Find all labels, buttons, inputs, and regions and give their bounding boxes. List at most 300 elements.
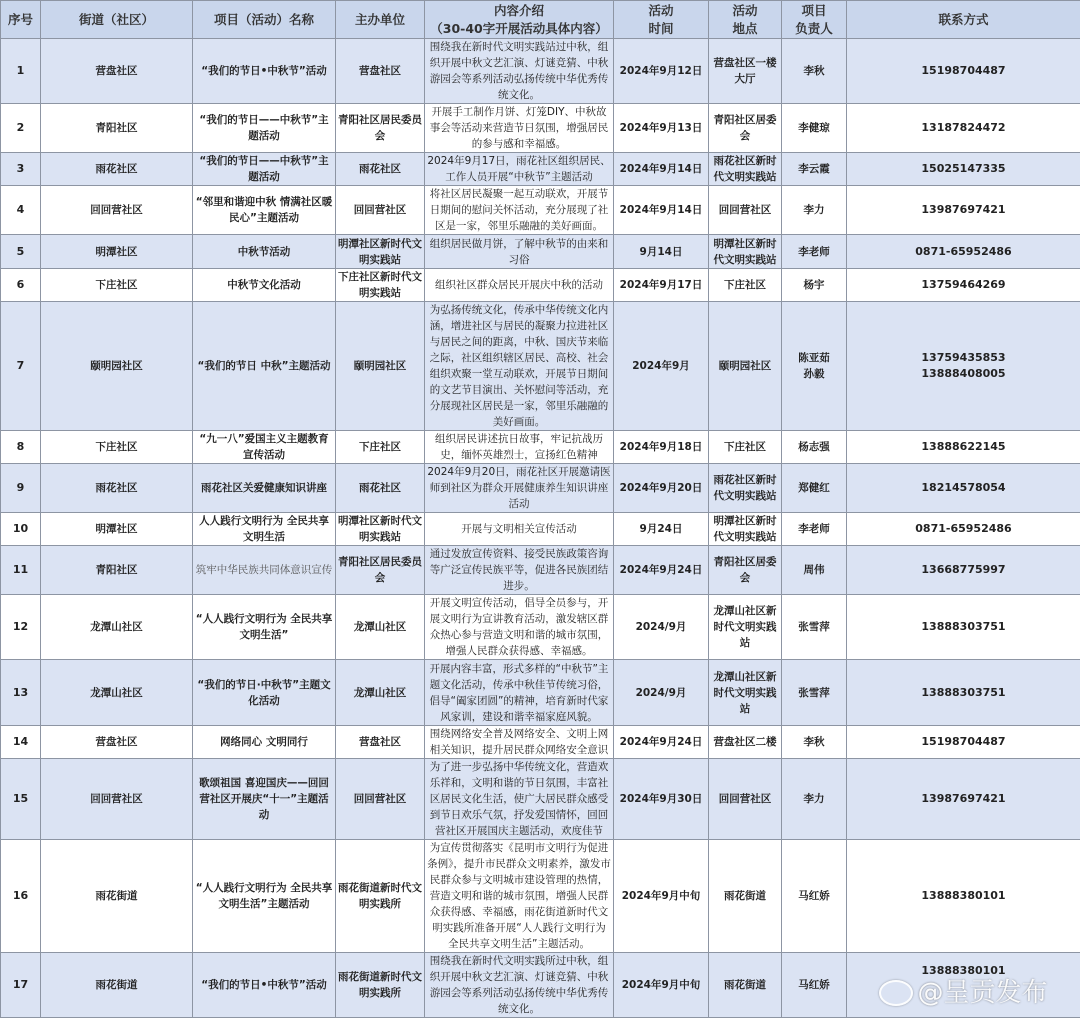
cell-time [614,235,709,269]
cell-leader [782,302,847,431]
table-row [1,464,1080,513]
cell-desc [425,104,614,153]
cell-host [336,302,425,431]
cell-name-text: 筑牢中华民族共同体意识宣传 [196,564,333,576]
cell-name-text: “人人践行文明行为 全民共享文明生活” [196,613,333,641]
cell-place-text: 龙潭山社区新时代文明实践站 [714,671,777,715]
cell-place-text: 明潭社区新时代文明实践站 [714,515,777,543]
weibo-logo-icon [879,980,913,1006]
cell-street [41,513,193,546]
cell-time [614,953,709,1018]
cell-phone [847,595,1080,660]
cell-no [1,759,41,840]
table-row [1,153,1080,186]
cell-name [193,953,336,1018]
cell-host [336,39,425,104]
cell-time-text: 9月24日 [640,523,683,535]
cell-host [336,953,425,1018]
cell-time-text: 2024年9月20日 [620,482,703,494]
cell-time [614,186,709,235]
cell-host [336,513,425,546]
cell-no-text: 14 [13,735,28,748]
header-name: 项目（活动）名称 [193,1,336,39]
cell-phone-text: 13668775997 [921,563,1005,576]
cell-desc-text: 组织居民讲述抗日故事，牢记抗战历史，缅怀英雄烈士，宣扬红色精神 [435,433,603,461]
cell-no [1,104,41,153]
cell-leader [782,595,847,660]
cell-name [193,759,336,840]
cell-no-text: 2 [17,121,25,134]
cell-no-text: 8 [17,440,25,453]
cell-leader [782,840,847,953]
cell-desc-text: 2024年9月17日，雨花社区组织居民、工作人员开展“中秋节”主题活动 [427,155,610,183]
header-host: 主办单位 [336,1,425,39]
cell-leader [782,104,847,153]
cell-host-text: 回回营社区 [354,793,407,805]
cell-leader [782,759,847,840]
cell-host-text: 营盘社区 [359,65,401,77]
cell-leader [782,235,847,269]
cell-host-text: 龙潭山社区 [354,621,407,633]
cell-host [336,464,425,513]
cell-desc-text: 通过发放宣传资料、接受民族政策咨询等广泛宣传民族平等，促进各民族团结进步。 [430,548,609,592]
cell-place-text: 明潭社区新时代文明实践站 [714,238,777,266]
cell-time [614,726,709,759]
cell-no [1,513,41,546]
cell-place [709,953,782,1018]
cell-desc-text: 组织居民做月饼，了解中秋节的由来和习俗 [430,238,609,266]
cell-time [614,546,709,595]
table-row [1,104,1080,153]
cell-phone [847,235,1080,269]
cell-name-text: 歌颂祖国 喜迎国庆——回回营社区开展庆“十一”主题活动 [199,777,329,821]
header-desc: 内容介绍 （30-40字开展活动具体内容） [425,1,614,39]
cell-host-text: 雨花街道新时代文明实践所 [338,882,422,910]
cell-host-text: 下庄社区 [359,441,401,453]
cell-host [336,759,425,840]
cell-leader [782,464,847,513]
cell-no [1,153,41,186]
cell-street [41,726,193,759]
cell-no-text: 13 [13,686,28,699]
table-row [1,431,1080,464]
cell-time-text: 9月14日 [640,246,683,258]
cell-name-text: 网络同心 文明同行 [220,736,308,748]
cell-leader-text: 李老师 [798,246,830,258]
cell-host-text: 龙潭山社区 [354,687,407,699]
cell-phone-text: 13987697421 [921,792,1005,805]
cell-street-text: 下庄社区 [96,279,138,291]
cell-time [614,759,709,840]
cell-leader-text: 李秋 [804,65,825,77]
cell-desc [425,302,614,431]
cell-time [614,431,709,464]
cell-leader [782,660,847,726]
cell-place-text: 雨花街道 [724,979,766,991]
table-row [1,235,1080,269]
cell-leader [782,269,847,302]
cell-no [1,464,41,513]
cell-name [193,546,336,595]
cell-no [1,39,41,104]
header-leader: 项目 负责人 [782,1,847,39]
cell-name-text: 雨花社区关爱健康知识讲座 [201,482,327,494]
cell-desc [425,759,614,840]
cell-street [41,269,193,302]
cell-desc-text: 开展与文明相关宣传活动 [461,523,577,535]
cell-no-text: 15 [13,792,28,805]
cell-desc [425,235,614,269]
cell-host [336,726,425,759]
cell-phone [847,464,1080,513]
cell-desc-text: 2024年9月20日，雨花社区开展邀请医师到社区为群众开展健康养生知识讲座活动 [427,466,610,510]
cell-host-text: 明潭社区新时代文明实践站 [338,515,422,543]
cell-no-text: 5 [17,245,25,258]
cell-host-text: 雨花街道新时代文明实践所 [338,971,422,999]
cell-place-text: 龙潭山社区新时代文明实践站 [714,605,777,649]
cell-place [709,39,782,104]
cell-desc [425,464,614,513]
cell-street-text: 雨花社区 [96,163,138,175]
cell-time-text: 2024/9月 [636,687,687,699]
table-row [1,759,1080,840]
cell-host [336,595,425,660]
cell-street-text: 明潭社区 [96,523,138,535]
cell-place [709,513,782,546]
cell-no-text: 16 [13,889,28,902]
cell-time [614,153,709,186]
cell-host-text: 下庄社区新时代文明实践站 [338,271,422,299]
cell-leader [782,39,847,104]
cell-name-text: 中秋节文化活动 [227,279,301,291]
cell-no-text: 1 [17,64,25,77]
table-row [1,39,1080,104]
cell-phone-text: 18214578054 [921,481,1005,494]
cell-desc-text: 为了进一步弘扬中华传统文化，营造欢乐祥和，文明和谐的节日氛围，丰富社区居民文化生活，使广大居民群众感受到节日欢乐气氛，抒发爱国情怀，回回营社区开展国庆主题活动，欢度佳节 [430,761,609,837]
cell-street-text: 下庄社区 [96,441,138,453]
cell-desc [425,153,614,186]
cell-street [41,153,193,186]
cell-time-text: 2024年9月24日 [620,736,703,748]
cell-time-text: 2024年9月13日 [620,122,703,134]
cell-place [709,153,782,186]
cell-street [41,104,193,153]
cell-phone [847,660,1080,726]
cell-place-text: 下庄社区 [724,441,766,453]
cell-desc [425,269,614,302]
table-row [1,953,1080,1018]
cell-time-text: 2024年9月14日 [620,204,703,216]
cell-phone-text: 13759435853 13888408005 [921,351,1005,380]
cell-desc-text: 为弘扬传统文化，传承中华传统文化内涵，增进社区与居民的凝聚力拉进社区与居民之间的距离，中秋、国庆节来临之际，社区组织辖区居民、高校、社会组织欢聚一堂互动联欢，开展节日期间的文艺节目演出、关怀慰问等活动，充分展现社区居民是一家，邻里乐融融的美好画面。 [430,304,609,428]
cell-leader-text: 郑健红 [798,482,830,494]
cell-no [1,302,41,431]
cell-street [41,595,193,660]
cell-host [336,186,425,235]
cell-leader-text: 李老师 [798,523,830,535]
cell-host-text: 青阳社区居民委员会 [338,114,422,142]
cell-street [41,660,193,726]
cell-phone [847,759,1080,840]
cell-name [193,104,336,153]
cell-name [193,513,336,546]
header-street: 街道（社区） [41,1,193,39]
cell-street-text: 回回营社区 [90,793,143,805]
cell-desc-text: 围绕网络安全普及网络安全、文明上网相关知识，提升居民群众网络安全意识 [430,728,609,756]
cell-name [193,464,336,513]
cell-no-text: 3 [17,162,25,175]
cell-leader-text: 杨志强 [798,441,830,453]
cell-name [193,302,336,431]
table-row [1,595,1080,660]
cell-phone-text: 13888622145 [921,440,1005,453]
cell-place [709,104,782,153]
cell-desc-text: 为宣传贯彻落实《昆明市文明行为促进条例》，提升市民群众文明素养，激发市民群众参与文明城市建设管理的热情，营造文明和谐的城市氛围，增强人民群众获得感、幸福感，雨花街道新时代文明实践所准备开展“人人践行文明行为 全民共享文明生活”主题活动。 [427,842,611,950]
cell-street-text: 明潭社区 [96,246,138,258]
table-row [1,840,1080,953]
cell-phone [847,186,1080,235]
cell-name-text: 中秋节活动 [238,246,291,258]
cell-place [709,660,782,726]
cell-phone [847,546,1080,595]
cell-desc [425,660,614,726]
cell-street [41,431,193,464]
cell-time-text: 2024年9月18日 [620,441,703,453]
cell-place-text: 雨花社区新时代文明实践站 [714,474,777,502]
cell-host [336,104,425,153]
cell-place-text: 回回营社区 [719,204,772,216]
cell-time-text: 2024年9月17日 [620,279,703,291]
cell-street [41,235,193,269]
cell-no [1,235,41,269]
watermark-text: @呈贡发布 [917,979,1047,1007]
cell-name-text: 人人践行文明行为 全民共享文明生活 [199,515,329,543]
cell-no [1,431,41,464]
cell-street-text: 龙潭山社区 [90,687,143,699]
cell-leader-text: 李云霞 [798,163,830,175]
cell-place-text: 营盘社区一楼大厅 [714,57,777,85]
cell-place [709,840,782,953]
cell-no [1,269,41,302]
cell-name-text: “邻里和谐迎中秋 情满社区暖民心”主题活动 [196,196,333,224]
cell-host-text: 营盘社区 [359,736,401,748]
cell-desc-text: 开展文明宣传活动，倡导全员参与，开展文明行为宣讲教育活动，激发辖区群众热心参与营造文明和谐的城市氛围，增强人民群众获得感、幸福感。 [430,597,609,657]
cell-street-text: 青阳社区 [96,564,138,576]
cell-street-text: 营盘社区 [96,736,138,748]
cell-place [709,302,782,431]
table-row [1,269,1080,302]
cell-time-text: 2024年9月30日 [620,793,703,805]
cell-time [614,104,709,153]
cell-time [614,660,709,726]
cell-street-text: 回回营社区 [90,204,143,216]
cell-host-text: 回回营社区 [354,204,407,216]
cell-phone [847,513,1080,546]
cell-no-text: 11 [13,563,28,576]
cell-host-text: 明潭社区新时代文明实践站 [338,238,422,266]
cell-time-text: 2024年9月中旬 [622,890,701,902]
cell-time-text: 2024年9月12日 [620,65,703,77]
cell-desc-text: 将社区居民凝聚一起互动联欢，开展节日期间的慰问关怀活动，充分展现了社区是一家，邻里乐融融的美好画面。 [430,188,609,232]
cell-name [193,726,336,759]
cell-leader [782,726,847,759]
cell-street [41,840,193,953]
cell-desc-text: 开展手工制作月饼、灯笼DIY、中秋故事会等活动来营造节日氛围，增强居民的参与感和幸福感。 [430,106,609,150]
cell-desc [425,840,614,953]
cell-desc [425,39,614,104]
cell-phone [847,153,1080,186]
cell-no [1,953,41,1018]
cell-phone-text: 15198704487 [921,735,1005,748]
cell-host [336,431,425,464]
cell-name [193,660,336,726]
cell-time [614,840,709,953]
cell-phone [847,726,1080,759]
cell-name-text: “我们的节日——中秋节”主题活动 [199,114,328,142]
cell-phone [847,269,1080,302]
cell-name [193,186,336,235]
cell-host [336,235,425,269]
table-row [1,302,1080,431]
cell-street [41,39,193,104]
cell-no [1,595,41,660]
cell-phone [847,104,1080,153]
cell-phone [847,302,1080,431]
cell-place-text: 青阳社区居委会 [714,556,777,584]
cell-place-text: 雨花社区新时代文明实践站 [714,155,777,183]
cell-phone-text: 15025147335 [921,162,1005,175]
cell-no-text: 10 [13,522,28,535]
cell-no-text: 17 [13,978,28,991]
cell-time-text: 2024年9月24日 [620,564,703,576]
cell-leader [782,953,847,1018]
cell-name [193,269,336,302]
cell-name-text: “人人践行文明行为 全民共享文明生活”主题活动 [196,882,333,910]
cell-leader [782,431,847,464]
cell-no [1,546,41,595]
cell-phone-text: 0871-65952486 [915,245,1011,258]
cell-desc-text: 组织社区群众居民开展庆中秋的活动 [435,279,603,291]
cell-leader-text: 张雪萍 [798,687,830,699]
header-place: 活动 地点 [709,1,782,39]
cell-host [336,153,425,186]
cell-name-text: “我们的节日•中秋节”活动 [201,65,327,77]
cell-phone [847,840,1080,953]
cell-desc-text: 开展内容丰富，形式多样的“中秋节”主题文化活动，传承中秋佳节传统习俗，倡导“阖家团圆”的精神，培育新时代家风家训，建设和谐幸福家庭风貌。 [430,663,609,723]
cell-place [709,269,782,302]
cell-leader-text: 张雪萍 [798,621,830,633]
cell-name-text: “我们的节日•中秋节”活动 [201,979,327,991]
cell-phone-text: 13187824472 [921,121,1005,134]
cell-phone-text: 13888380101 [921,889,1005,902]
cell-phone-text: 13888303751 [921,686,1005,699]
header-time: 活动 时间 [614,1,709,39]
cell-host-text: 雨花社区 [359,482,401,494]
cell-desc-text: 围绕我在新时代文明实践站过中秋，组织开展中秋文艺汇演、灯谜竞猜、中秋游园会等系列活动弘扬传统中华优秀传统文化。 [430,41,609,101]
cell-place [709,595,782,660]
cell-leader-text: 李秋 [804,736,825,748]
cell-no [1,726,41,759]
cell-place-text: 雨花街道 [724,890,766,902]
cell-leader [782,513,847,546]
cell-no-text: 6 [17,278,25,291]
cell-no [1,660,41,726]
cell-time-text: 2024/9月 [636,621,687,633]
header-row [1,1,1080,39]
cell-desc [425,431,614,464]
cell-place-text: 营盘社区二楼 [714,736,777,748]
cell-leader-text: 周伟 [804,564,825,576]
cell-name-text: “我们的节日·中秋节”主题文化活动 [197,679,330,707]
table-row [1,513,1080,546]
cell-phone-text: 13987697421 [921,203,1005,216]
table-row [1,660,1080,726]
cell-phone-text: 15198704487 [921,64,1005,77]
cell-phone-text: 13888380101 [849,963,1078,979]
cell-place-text: 颐明园社区 [719,360,772,372]
cell-name-text: “我们的节日——中秋节”主题活动 [199,155,328,183]
cell-desc [425,726,614,759]
cell-no [1,186,41,235]
cell-leader-text: 马红娇 [798,890,830,902]
watermark [849,979,1078,1007]
table-row [1,546,1080,595]
cell-place [709,464,782,513]
cell-no [1,840,41,953]
cell-street-text: 营盘社区 [96,65,138,77]
cell-leader [782,153,847,186]
cell-phone [847,431,1080,464]
cell-no-text: 9 [17,481,25,494]
cell-time [614,464,709,513]
cell-time [614,39,709,104]
cell-leader-text: 李力 [804,204,825,216]
cell-place-text: 青阳社区居委会 [714,114,777,142]
cell-street [41,302,193,431]
cell-name [193,431,336,464]
cell-time [614,269,709,302]
cell-time [614,302,709,431]
cell-host [336,660,425,726]
cell-name-text: “九一八”爱国主义主题教育宣传活动 [199,433,328,461]
cell-street [41,464,193,513]
cell-leader-text: 李力 [804,793,825,805]
cell-name [193,840,336,953]
header-phone: 联系方式 [847,1,1080,39]
cell-time [614,595,709,660]
cell-phone [847,39,1080,104]
cell-name [193,235,336,269]
cell-street-text: 雨花街道 [96,890,138,902]
cell-place [709,546,782,595]
cell-place-text: 下庄社区 [724,279,766,291]
header-no: 序号 [1,1,41,39]
cell-host-text: 颐明园社区 [354,360,407,372]
cell-host-text: 青阳社区居民委员会 [338,556,422,584]
cell-street [41,546,193,595]
cell-place [709,235,782,269]
cell-street-text: 雨花社区 [96,482,138,494]
cell-time-text: 2024年9月中旬 [622,979,701,991]
cell-desc [425,186,614,235]
cell-place-text: 回回营社区 [719,793,772,805]
cell-name [193,39,336,104]
cell-name [193,595,336,660]
cell-phone-text: 0871-65952486 [915,522,1011,535]
cell-street [41,953,193,1018]
cell-phone [847,953,1080,1018]
cell-time-text: 2024年9月14日 [620,163,703,175]
